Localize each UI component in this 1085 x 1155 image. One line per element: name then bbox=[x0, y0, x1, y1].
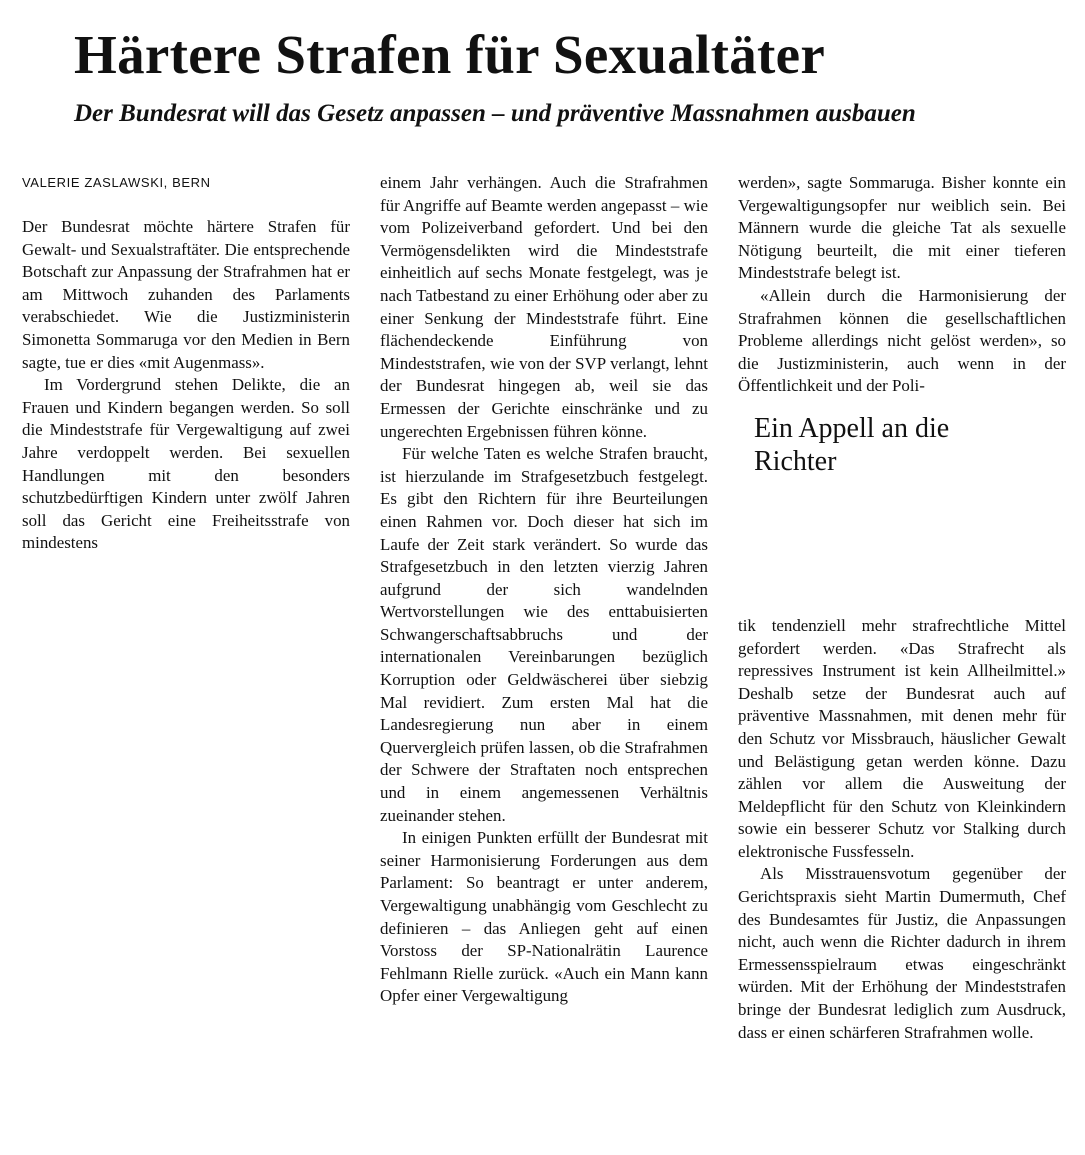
paragraph: werden», sagte Sommaruga. Bisher konnte ein Vergewaltigungsopfer nur weiblich sein. Bei Männern wurde die gleiche Tat als sexuelle Nötigung beurteilt, die mit einer tieferen Mindeststrafe belegt ist. bbox=[738, 173, 1066, 283]
paragraph: tik tendenziell mehr strafrechtliche Mittel gefordert werden. «Das Strafrecht als repressives Instrument ist kein Allheilmittel.» Deshalb setze der Bundesrat auch auf präventive Massnahmen, mit denen mehr für den Schutz vor Missbrauch, häuslicher Gewalt und Belästigung getan werden könne. Dazu zählen vor allem die Ausweitung der Meldepflicht für den Schutz von Kleinkindern sowie ein besserer Schutz vor Stalking durch elektronische Fussfesseln. bbox=[738, 615, 1066, 861]
column-1 bbox=[22, 172, 350, 555]
column-2 bbox=[380, 172, 708, 1008]
paragraph: Im Vordergrund stehen Delikte, die an Frauen und Kindern begangen werden. So soll die Mindeststrafe für Vergewaltigung auf zwei Jahre verdoppelt werden. Bei sexuellen Handlungen mit den besonders schutzbedürftigen Kindern unter zwölf Jahren soll das Gericht eine Freiheitsstrafe von mindestens bbox=[22, 375, 350, 553]
column-3 bbox=[738, 172, 1066, 1044]
paragraph: Der Bundesrat möchte härtere Strafen für Gewalt- und Sexualstraftäter. Die entsprechende Botschaft zur Anpassung der Strafrahmen hat er am Mittwoch zuhanden des Parlaments verabschiedet. Wie die Justizministerin Simonetta Sommaruga vor den Medien in Bern sagte, tue er dies «mit Augenmass». bbox=[22, 217, 350, 372]
headline: Härtere Strafen für Sexualtäter bbox=[74, 24, 826, 85]
paragraph: In einigen Punkten erfüllt der Bundesrat mit seiner Harmonisierung Forderungen aus dem Parlament: So beantragt er unter anderem, Vergewaltigung unabhängig vom Geschlecht zu definieren – das Anliegen geht auf einen Vorstoss der SP-Nationalrätin Laurence Fehlmann Rielle zurück. «Auch ein Mann kann Opfer einer Vergewaltigung bbox=[380, 828, 708, 1006]
subheadline: Der Bundesrat will das Gesetz anpassen – und präventive Massnahmen ausbauen bbox=[74, 100, 916, 127]
paragraph: «Allein durch die Harmonisierung der Strafrahmen können die gesellschaftlichen Probleme allerdings nicht gelöst werden», so die Justizministerin, auch wenn in der Öffentlichkeit und der Poli- bbox=[738, 285, 1066, 396]
byline: VALERIE ZASLAWSKI, BERN bbox=[22, 175, 211, 190]
paragraph: Für welche Taten es welche Strafen braucht, ist hierzulande im Strafgesetzbuch festgelegt. Es gibt den Richtern für ihre Beurteilungen einen Rahmen vor. Doch dieser hat sich im Laufe der Zeit stark verändert. So wurde das Strafgesetzbuch in den letzten vierzig Jahren aufgrund der sich wandelnden Wertvorstellungen wie des enttabuisierten Schwangerschaftsabbruchs und der internationalen Vereinbarungen bezüglich Korruption oder Geldwäscherei über siebzig Mal revidiert. Zum ersten Mal hat die Landesregierung nun aber in einem Quervergleich prüfen lassen, ob die Strafrahmen der Schwere der Straftaten noch entsprechen und in einem angemessenen Verhältnis zueinander stehen. bbox=[380, 444, 708, 825]
intertitle-box bbox=[738, 398, 1066, 615]
paragraph: Als Misstrauensvotum gegenüber der Gerichtspraxis sieht Martin Dumermuth, Chef des Bundesamtes für Justiz, die Anpassungen nicht, auch wenn die Richter dadurch in ihrem Ermessensspielraum etwas eingeschränkt würden. Mit der Erhöhung der Mindeststrafen bringe der Bundesrat lediglich zum Ausdruck, dass er einen schärferen Strafrahmen wolle. bbox=[738, 864, 1066, 1042]
paragraph: einem Jahr verhängen. Auch die Strafrahmen für Angriffe auf Beamte werden angepasst – wie vom Polizeiverband gefordert. Und bei den Vermögensdelikten wird die Mindeststrafe einheitlich auf sechs Monate festgelegt, was je nach Tatbestand zu einer Erhöhung oder aber zu einer Senkung der Mindeststrafe führt. Eine flächendeckende Einführung von Mindeststrafen, wie von der SVP verlangt, lehnt der Bundesrat hingegen ab, weil sie das Ermessen der Gerichte einschränke und zu ungerechten Ergebnissen führen könne. bbox=[380, 173, 708, 441]
intertitle: Ein Appell an die Richter bbox=[754, 412, 950, 477]
